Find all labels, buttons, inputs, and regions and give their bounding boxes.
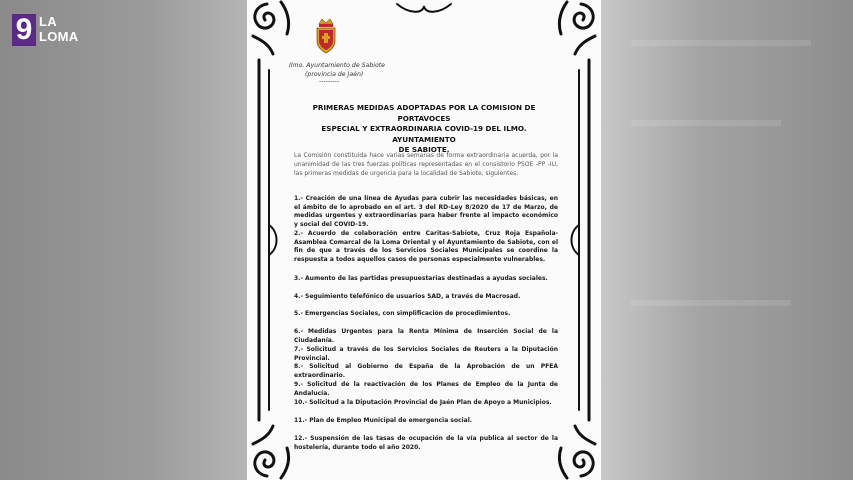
channel-logo	[12, 14, 78, 46]
background-right	[601, 0, 853, 480]
municipality-separator: ---------	[319, 78, 340, 85]
background-blur-line	[631, 40, 811, 46]
measure-item: 7.- Solicitud a través de los Servicios Sociales de Reuters a la Diputación Provincial.	[294, 346, 558, 362]
municipal-crest-icon	[315, 17, 337, 55]
measure-item: 5.- Emergencias Sociales, con simplificación de procedimientos.	[294, 310, 511, 317]
channel-logo-number: 9	[12, 14, 36, 46]
document-page	[247, 0, 601, 480]
measure-item: 1.- Creación de una línea de Ayudas para cubrir las necesidades básicas, en el ámbito de lo aprobado en el art. 3 del RD-Ley 8/2020 de 17 de Marzo, de medidas urgentes y extraordinarias para haber frente al impacto económico y social del COVID-19.	[294, 195, 558, 229]
municipality-name: Ilmo. Ayuntamiento de Sabiote	[289, 62, 385, 69]
background-blur-line	[631, 300, 791, 306]
measure-item: 4.- Seguimiento telefónico de usuarios SAD, a través de Macrosad.	[294, 293, 521, 300]
channel-logo-name	[39, 14, 78, 44]
channel-logo-line1: LA	[39, 14, 57, 29]
municipality-header	[289, 61, 429, 84]
measure-item: 6.- Medidas Urgentes para la Renta Mínima de Inserción Social de la Ciudadanía.	[294, 328, 558, 344]
measure-item: 12.- Suspensión de las tasas de ocupación de la vía publica al sector de la hostelería, durante todo el año 2020.	[294, 435, 558, 451]
intro-paragraph: La Comisión constituida hace varias semanas de forma extraordinaria acuerda, por la unanimidad de las tres fuerzas políticas representadas en el consistorio PSOE -PP -IU, las primeras medidas de urgencia para la localidad de Sabiote, siguientes:	[294, 152, 558, 178]
document-title-line: ESPECIAL Y EXTRAORDINARIA COVID-19 DEL ILMO. AYUNTAMIENTO	[321, 124, 527, 144]
measure-item: 8.- Solicitud al Gobierno de España de la Aprobación de un PFEA extraordinario.	[294, 363, 558, 379]
measure-item: 11.- Plan de Empleo Municipal de emergencia social.	[294, 417, 473, 424]
channel-logo-line2: LOMA	[39, 29, 79, 44]
document-title	[299, 103, 549, 156]
document-title-line: PRIMERAS MEDIDAS ADOPTADAS POR LA COMISION DE PORTAVOCES	[312, 103, 536, 123]
document-title-line: DE SABIOTE.	[398, 145, 450, 154]
background-blur-line	[631, 120, 781, 126]
measure-item: 2.- Acuerdo de colaboración entre Caritas-Sabiote, Cruz Roja Española-Asamblea Comarcal de la Loma Oriental y el Ayuntamiento de Sabiote, con el fin de que a través de los Servicios Sociales Municipales se coordine la respuesta a todos aquellos casos de personas especialmente vulnerables.	[294, 230, 558, 264]
municipality-province: (provincia de Jaén)	[305, 71, 364, 78]
measure-item: 10.- Solicitud a la Diputación Provincial de Jaén Plan de Apoyo a Municipios.	[294, 399, 552, 406]
measure-item: 3.- Aumento de las partidas presupuestarias destinadas a ayudas sociales.	[294, 275, 548, 282]
measure-item: 9.- Solicitud de la reactivación de los Planes de Empleo de la Junta de Andalucía.	[294, 381, 558, 397]
background-left	[0, 0, 247, 480]
